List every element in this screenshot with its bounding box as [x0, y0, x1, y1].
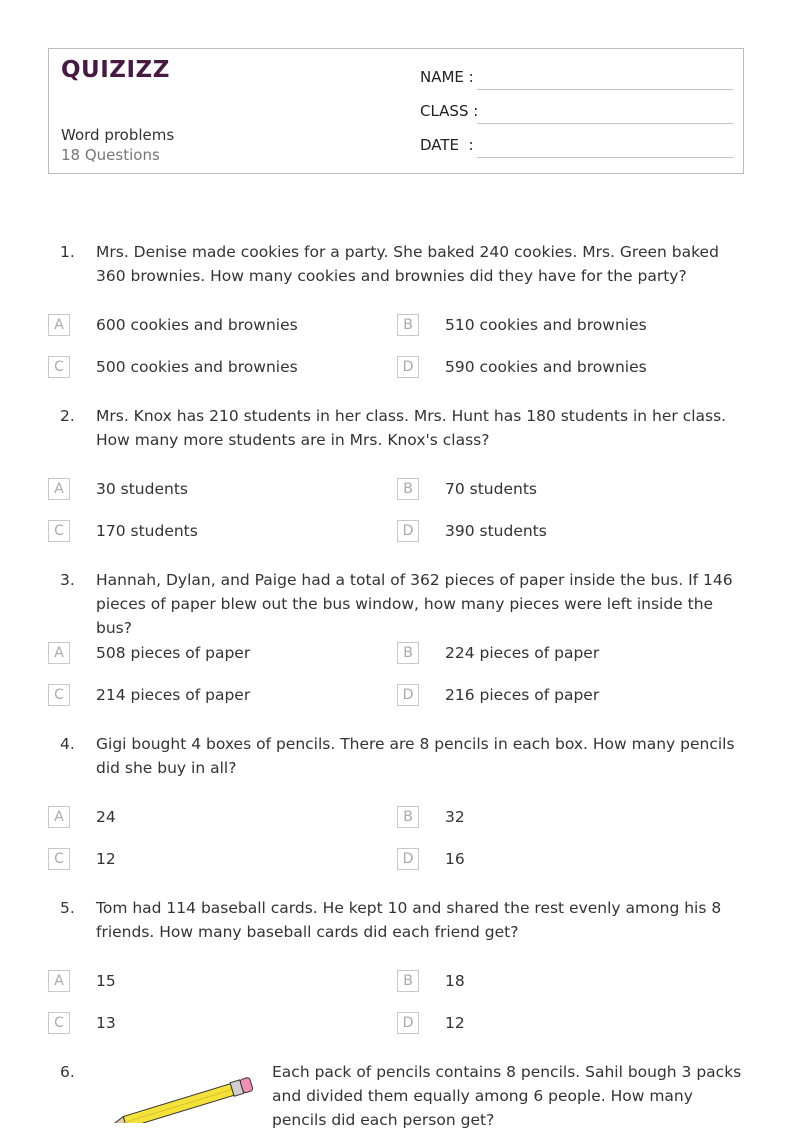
- option-a-text: 508 pieces of paper: [96, 644, 251, 662]
- option-c-box[interactable]: C: [48, 684, 70, 706]
- question-number: 1.: [60, 243, 75, 261]
- question-number: 5.: [60, 899, 75, 917]
- option-d-box[interactable]: D: [397, 684, 419, 706]
- option-d-box[interactable]: D: [397, 520, 419, 542]
- option-b-box[interactable]: B: [397, 314, 419, 336]
- option-d-box[interactable]: D: [397, 356, 419, 378]
- option-c-box[interactable]: C: [48, 848, 70, 870]
- date-label: DATE :: [420, 136, 474, 154]
- option-d-text: 590 cookies and brownies: [445, 358, 647, 376]
- option-a-text: 600 cookies and brownies: [96, 316, 298, 334]
- question-number: 2.: [60, 407, 75, 425]
- question-text: Hannah, Dylan, and Paige had a total of 362 pieces of paper inside the bus. If 146 pieces of paper blew out the bus window, how many pieces were left inside the bus?: [96, 571, 733, 637]
- date-line: [477, 157, 733, 158]
- option-b-text: 70 students: [445, 480, 537, 498]
- option-a-box[interactable]: A: [48, 806, 70, 828]
- option-b-box[interactable]: B: [397, 642, 419, 664]
- option-a-box[interactable]: A: [48, 478, 70, 500]
- option-c-box[interactable]: C: [48, 356, 70, 378]
- option-c-text: 12: [96, 850, 116, 868]
- class-line: [477, 123, 733, 124]
- option-c-text: 13: [96, 1014, 116, 1032]
- question-count: 18 Questions: [61, 146, 160, 164]
- option-b-text: 510 cookies and brownies: [445, 316, 647, 334]
- option-a-text: 24: [96, 808, 116, 826]
- option-b-box[interactable]: B: [397, 478, 419, 500]
- name-line: [477, 89, 733, 90]
- option-a-box[interactable]: A: [48, 642, 70, 664]
- question-text: Mrs. Knox has 210 students in her class. Mrs. Hunt has 180 students in her class. How many more students are in Mrs. Knox's class?: [96, 407, 727, 449]
- quizizz-logo: QUIZIZZ: [61, 57, 170, 83]
- option-d-text: 390 students: [445, 522, 547, 540]
- option-d-text: 216 pieces of paper: [445, 686, 600, 704]
- option-d-box[interactable]: D: [397, 1012, 419, 1034]
- option-c-box[interactable]: C: [48, 520, 70, 542]
- question-number: 6.: [60, 1063, 75, 1081]
- option-c-text: 500 cookies and brownies: [96, 358, 298, 376]
- option-a-text: 15: [96, 972, 116, 990]
- class-label: CLASS :: [420, 102, 479, 120]
- worksheet-header: [48, 48, 744, 174]
- option-b-text: 224 pieces of paper: [445, 644, 600, 662]
- option-b-text: 32: [445, 808, 465, 826]
- question-text: Tom had 114 baseball cards. He kept 10 and shared the rest evenly among his 8 friends. How many baseball cards did each friend get?: [96, 899, 722, 941]
- option-d-box[interactable]: D: [397, 848, 419, 870]
- question-text: Mrs. Denise made cookies for a party. She baked 240 cookies. Mrs. Green baked 360 brownies. How many cookies and brownies did they have for the party?: [96, 243, 719, 285]
- question-text: Each pack of pencils contains 8 pencils. Sahil bough 3 packs and divided them equally among 6 people. How many pencils did each person get?: [272, 1063, 742, 1129]
- option-a-box[interactable]: A: [48, 970, 70, 992]
- question-number: 3.: [60, 571, 75, 589]
- option-d-text: 12: [445, 1014, 465, 1032]
- option-c-text: 170 students: [96, 522, 198, 540]
- option-b-box[interactable]: B: [397, 806, 419, 828]
- option-a-box[interactable]: A: [48, 314, 70, 336]
- option-d-text: 16: [445, 850, 465, 868]
- option-a-text: 30 students: [96, 480, 188, 498]
- option-c-text: 214 pieces of paper: [96, 686, 251, 704]
- option-b-box[interactable]: B: [397, 970, 419, 992]
- option-b-text: 18: [445, 972, 465, 990]
- question-number: 4.: [60, 735, 75, 753]
- worksheet-title: Word problems: [61, 126, 175, 144]
- option-c-box[interactable]: C: [48, 1012, 70, 1034]
- question-text: Gigi bought 4 boxes of pencils. There are 8 pencils in each box. How many pencils did she buy in all?: [96, 735, 735, 777]
- name-label: NAME :: [420, 68, 474, 86]
- pencil-image: [98, 1064, 258, 1123]
